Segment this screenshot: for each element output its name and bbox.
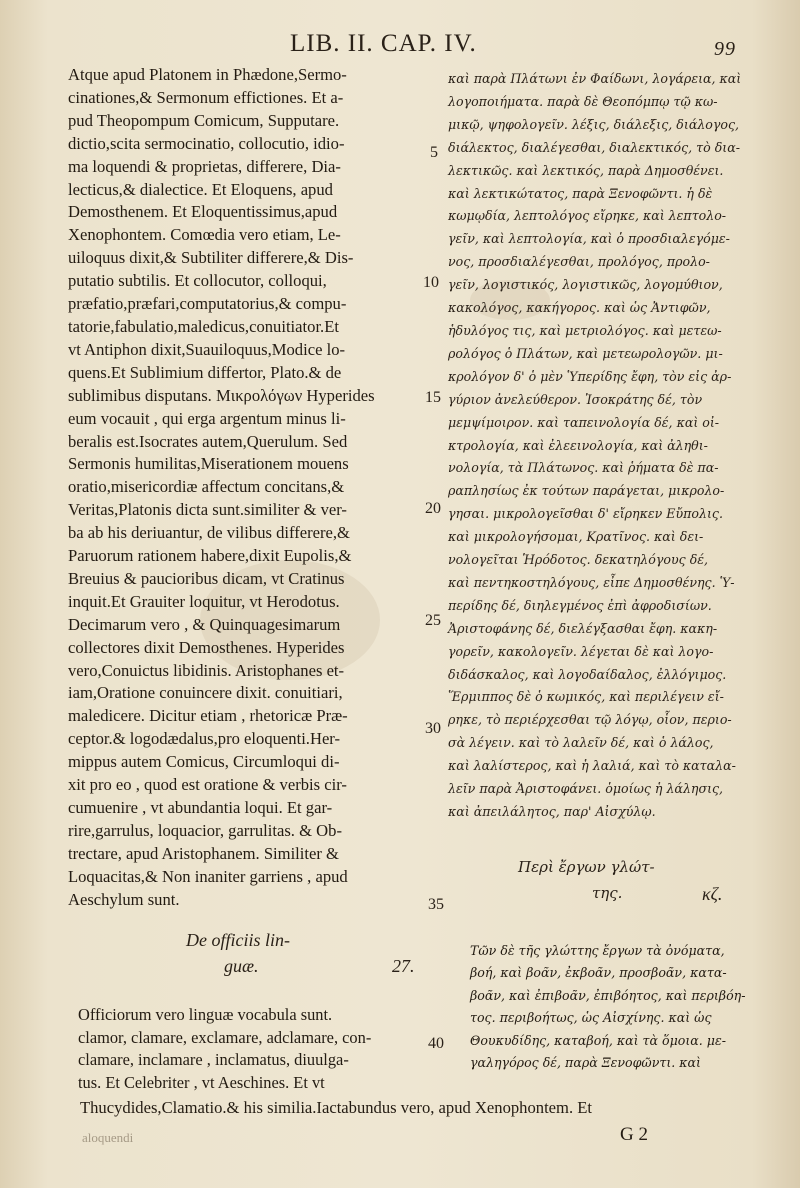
section-title-greek-cont: της. bbox=[592, 884, 623, 902]
text-line: Sermonis humilitas,Miserationem mouens bbox=[68, 454, 349, 474]
text-line: mippus autem Comicus, Circumloqui di- bbox=[68, 752, 340, 772]
text-line: Decimarum vero , & Quinquagesimarum bbox=[68, 614, 341, 634]
header-title: LIB. II. CAP. IV. bbox=[290, 30, 477, 57]
line-number: 20 bbox=[425, 500, 441, 517]
text-line: xit pro eo , quod est oratione & verbis cir- bbox=[68, 775, 347, 795]
text-line: γεῖν, λογιστικός, λογιστικῶς, λογομύθιον, bbox=[448, 277, 723, 293]
full-width-line: Thucydides,Clamatio.& his similia.Iactabundus vero, apud Xenophontem. Et bbox=[80, 1098, 592, 1117]
text-line: ἡδυλόγος τις, καὶ μετριολόγος. καὶ μετεω- bbox=[448, 322, 722, 338]
text-line: tatorie,fabulatio,maledicus,conuitiator.Et bbox=[68, 316, 339, 336]
text-line: Ἕρμιππος δὲ ὁ κωμικός, καὶ περιλέγειν εἴ- bbox=[448, 689, 724, 705]
text-line: βοᾶν, καὶ ἐπιβοᾶν, ἐπιβόητος, καὶ περιβόη- bbox=[470, 987, 746, 1003]
text-line: Atque apud Platonem in Phædone,Sermo- bbox=[68, 65, 347, 84]
line-number: 35 bbox=[428, 896, 444, 913]
line-number: 5 bbox=[430, 144, 438, 161]
text-line: uiloquus dixit,& Subtiliter differere,& Dis- bbox=[68, 248, 354, 268]
line-number: 15 bbox=[425, 389, 441, 406]
text-line: βοή, καὶ βοᾶν, ἐκβοᾶν, προσβοᾶν, κατα- bbox=[470, 965, 727, 981]
line-number: 10 bbox=[423, 274, 439, 291]
text-line: ραπλησίως ἐκ τούτων παράγεται, μικρολο- bbox=[448, 483, 725, 499]
text-line: vero,Conuictus libidinis. Aristophanes et- bbox=[68, 660, 345, 680]
text-line: maledicere. Dicitur etiam , rhetoricæ Præ- bbox=[68, 706, 348, 726]
text-line: oratio,misericordiæ affectum concitans,& bbox=[68, 477, 345, 497]
text-line: νολογία, τὰ Πλάτωνος. καὶ ῥήματα δὲ πα- bbox=[448, 460, 719, 476]
text-line: Demosthenem. Et Eloquentissimus,apud bbox=[68, 202, 338, 222]
text-line: pud Theopompum Comicum, Supputare. bbox=[68, 110, 340, 130]
text-line: μικῷ, ψηφολογεῖν. λέξις, διάλεξις, διάλογος, bbox=[448, 116, 740, 132]
text-line: clamare, inclamare , inclamatus, diuulga- bbox=[78, 1050, 349, 1070]
text-line: iam,Oratione conuincere dixit. conuitiari, bbox=[68, 683, 343, 703]
line-number: 25 bbox=[425, 612, 441, 629]
text-line: γεῖν, καὶ λεπτολογία, καὶ ὁ προσδιαλεγόμε- bbox=[448, 231, 730, 247]
section-title-latin-cont: guæ. bbox=[224, 956, 259, 976]
text-line: λεκτικῶς. καὶ λεκτικός, παρὰ Δημοσθένει. bbox=[448, 162, 724, 178]
text-line: ρηκε, τὸ περιέρχεσθαι τῷ λόγῳ, οἷον, περιο- bbox=[448, 712, 732, 728]
text-line: Xenophontem. Comœdia vero etiam, Le- bbox=[68, 225, 341, 245]
text-line: καὶ μικρολογήσομαι, Κρατῖνος. καὶ δει- bbox=[448, 529, 704, 545]
text-line: dictio,scita sermocinatio, collocutio, idio- bbox=[68, 133, 345, 153]
text-line: νολογεῖται Ἡρόδοτος. δεκατηλόγους δέ, bbox=[448, 552, 709, 568]
text-line: λογοποιήματα. παρὰ δὲ Θεοπόμπῳ τῷ κω- bbox=[448, 93, 718, 109]
text-line: ceptor.& logodædalus,pro eloquenti.Her- bbox=[68, 729, 341, 749]
text-line: Aeschylum sunt. bbox=[68, 889, 180, 909]
text-line: ρολόγος ὁ Πλάτων, καὶ μετεωρολογῶν. μι- bbox=[448, 345, 723, 361]
greek-column bbox=[448, 68, 742, 824]
text-line: clamor, clamare, exclamare, adclamare, con- bbox=[78, 1027, 372, 1047]
text-line: Breuius & paucioribus dicam, vt Cratinus bbox=[68, 568, 345, 588]
text-line: eum vocauit , qui erga argentum minus li- bbox=[68, 408, 346, 428]
line-number: 40 bbox=[428, 1035, 444, 1052]
text-line: κωμῳδία, λεπτολόγος εἴρηκε, καὶ λεπτολο- bbox=[448, 208, 727, 224]
text-line: κρολόγον δ' ὁ μὲν Ὑπερίδης ἔφη, τὸν εἰς ἀρ- bbox=[448, 368, 732, 384]
text-line: λεῖν παρὰ Ἀριστοφάνει. ὁμοίως ἡ λάλησις, bbox=[448, 781, 724, 797]
text-line: præfatio,præfari,computatorius,& compu- bbox=[68, 294, 347, 314]
signature-mark: G 2 bbox=[620, 1124, 648, 1145]
section-title-latin: De officiis lin- bbox=[186, 930, 290, 950]
text-line: lecticus,& dialectice. Et Eloquens, apud bbox=[68, 179, 333, 199]
text-line: putatio subtilis. Et collocutor, colloqui, bbox=[68, 271, 327, 291]
text-line: γύριον ἀνελεύθερον. Ἰσοκράτης δέ, τὸν bbox=[448, 391, 703, 407]
text-line: τος. περιβοήτως, ὡς Αἰσχίνης. καὶ ὡς bbox=[470, 1010, 712, 1026]
greek-section-body bbox=[470, 940, 746, 1074]
text-line: sublimibus disputans. Μικρολόγων Hyperides bbox=[68, 385, 375, 405]
text-line: cumuenire , vt abundantia loqui. Et gar- bbox=[68, 798, 333, 817]
section-title-greek: Περὶ ἔργων γλώτ- bbox=[518, 858, 655, 876]
bleed-through-text: aloquendi bbox=[82, 1130, 134, 1145]
text-line: κακολόγος, κακήγορος. καὶ ὡς Ἀντιφῶν, bbox=[448, 300, 711, 316]
text-line: Officiorum vero linguæ vocabula sunt. bbox=[78, 1005, 333, 1024]
text-line: tus. Et Celebriter , vt Aeschines. Et vt bbox=[78, 1072, 325, 1092]
text-line: περίδης δέ, διηλεγμένος ἐπὶ ἀφροδισίων. bbox=[448, 597, 712, 613]
text-line: vt Antiphon dixit,Suauiloquus,Modice lo- bbox=[68, 339, 346, 359]
text-line: κτρολογία, καὶ ἐλεεινολογία, καὶ ἀληθι- bbox=[448, 437, 708, 453]
text-line: ba ab his deriuantur, de vilibus differere,& bbox=[68, 523, 350, 543]
text-line: καὶ λεκτικώτατος, παρὰ Ξενοφῶντι. ἡ δὲ bbox=[448, 185, 713, 201]
text-line: rire,garrulus, loquacior, garrulitas. & Ob- bbox=[68, 820, 342, 840]
text-line: ma loquendi & proprietas, differere, Dia- bbox=[68, 156, 341, 176]
text-line: καὶ πεντηκοστηλόγους, εἶπε Δημοσθένης. Ὑ- bbox=[448, 574, 735, 590]
text-line: καὶ παρὰ Πλάτωνι ἐν Φαίδωνι, λογάρεια, καὶ bbox=[448, 71, 742, 86]
text-line: Veritas,Platonis dicta sunt.similiter & ver- bbox=[68, 500, 347, 520]
text-line: trectare, apud Aristophanem. Similiter & bbox=[68, 843, 339, 863]
text-line: νος, προσδιαλέγεσθαι, προλόγος, προλο- bbox=[448, 254, 710, 270]
text-line: διάλεκτος, διαλέγεσθαι, διαλεκτικός, τὸ δια- bbox=[448, 139, 740, 155]
text-line: διδάσκαλος, καὶ λογοδαίδαλος, ἐλλόγιμος. bbox=[448, 666, 727, 682]
text-line: cinationes,& Sermonum effictiones. Et a- bbox=[68, 87, 344, 107]
text-line: collectores dixit Demosthenes. Hyperides bbox=[68, 637, 345, 657]
text-line: Θουκυδίδης, καταβοή, καὶ τὰ ὅμοια. με- bbox=[470, 1032, 727, 1048]
text-line: γαληγόρος δέ, παρὰ Ξενοφῶντι. καὶ bbox=[470, 1055, 701, 1071]
page-number: 99 bbox=[714, 38, 736, 60]
chapter-number-latin: 27. bbox=[392, 956, 415, 976]
line-number: 30 bbox=[425, 720, 441, 737]
text-line: Τῶν δὲ τῆς γλώττης ἔργων τὰ ὀνόματα, bbox=[470, 943, 725, 958]
chapter-number-greek: κζ. bbox=[702, 884, 723, 904]
text-line: Ἀριστοφάνης δέ, διελέγξασθαι ἔφη. κακη- bbox=[448, 620, 718, 636]
text-line: Paruorum rationem habere,dixit Eupolis,& bbox=[68, 546, 352, 566]
latin-column bbox=[68, 64, 430, 912]
text-line: καὶ ἀπειλάλητος, παρ' Αἰσχύλῳ. bbox=[448, 804, 656, 819]
text-line: inquit.Et Grauiter loquitur, vt Herodotus. bbox=[68, 591, 340, 611]
text-line: γησαι. μικρολογεῖσθαι δ' εἴρηκεν Εὔπολις. bbox=[448, 506, 723, 522]
text-line: beralis est.Isocrates autem,Querulum. Sed bbox=[68, 431, 348, 451]
text-line: γορεῖν, κακολογεῖν. λέγεται δὲ καὶ λογο- bbox=[448, 643, 714, 659]
text-line: μεμψίμοιρον. καὶ ταπεινολογία δέ, καὶ οἰ- bbox=[448, 414, 720, 430]
text-line: καὶ λαλίστερος, καὶ ἡ λαλιά, καὶ τὸ καταλα- bbox=[448, 758, 736, 774]
text-line: Loquacitas,& Non inaniter garriens , apud bbox=[68, 866, 348, 886]
latin-section-body bbox=[78, 1004, 434, 1094]
text-line: quens.Et Sublimium differtor, Plato.& de bbox=[68, 362, 342, 382]
text-line: σὰ λέγειν. καὶ τὸ λαλεῖν δέ, καὶ ὁ λάλος, bbox=[448, 735, 714, 751]
